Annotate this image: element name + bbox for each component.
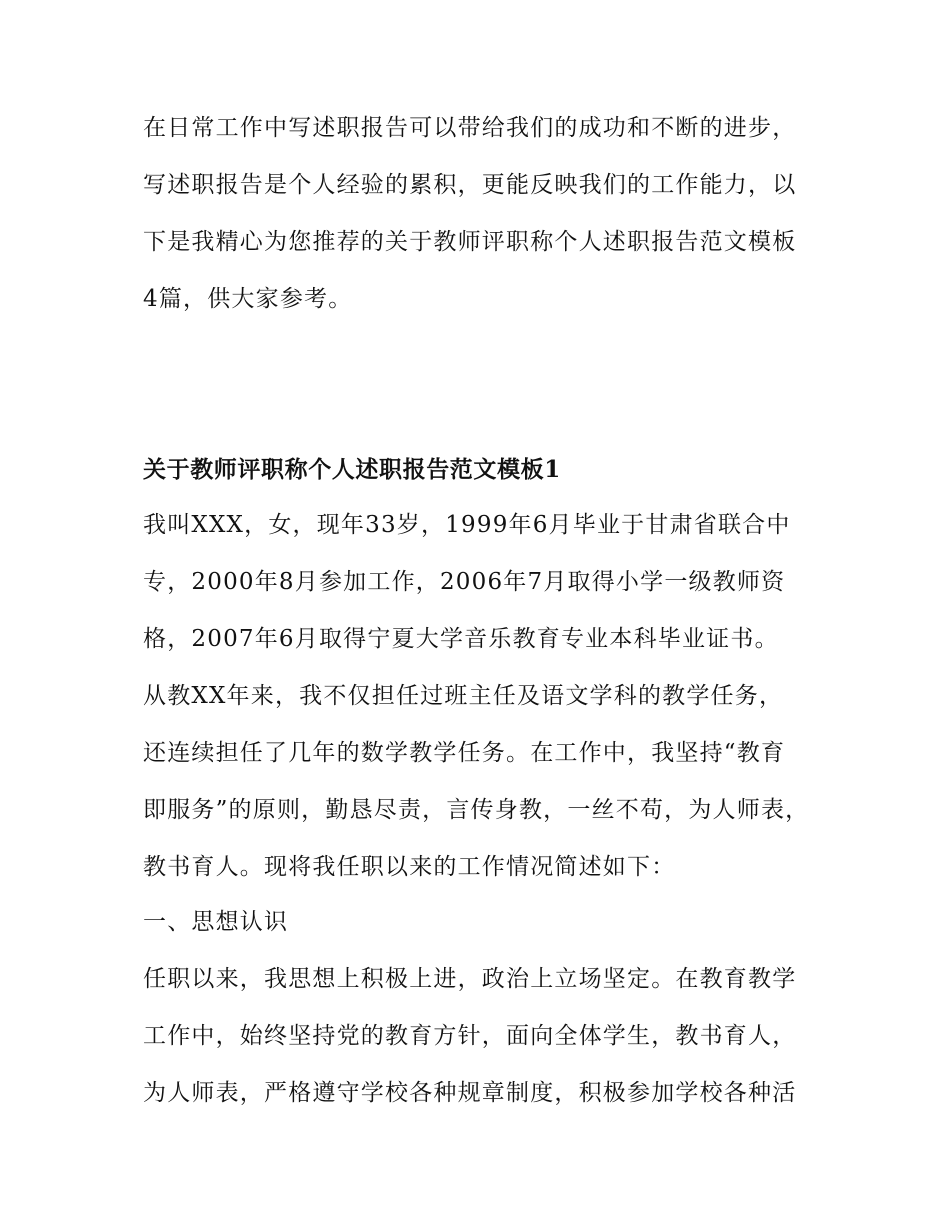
intro-line-4: 4篇，供大家参考。 <box>143 286 353 312</box>
paragraph1-line-1: 我叫XXX，女，现年33岁，1999年6月毕业于甘肃省联合中 <box>143 512 791 538</box>
paragraph2-line-1: 从教XX年来，我不仅担任过班主任及语文学科的教学任务， <box>143 683 784 709</box>
section-title: 关于教师评职称个人述职报告范文模板1 <box>143 456 561 483</box>
intro-line-3: 下是我精心为您推荐的关于教师评职称个人述职报告范文模板 <box>143 229 797 255</box>
paragraph3-line-1: 任职以来，我思想上积极上进，政治上立场坚定。在教育教学 <box>143 966 797 992</box>
paragraph2-line-3: 即服务”的原则，勤恳尽责，言传身教，一丝不苟，为人师表， <box>143 797 810 823</box>
paragraph2-line-2: 还连续担任了几年的数学教学任务。在工作中，我坚持“教育 <box>143 740 786 766</box>
paragraph2-line-4: 教书育人。现将我任职以来的工作情况简述如下： <box>143 854 676 880</box>
intro-line-1: 在日常工作中写述职报告可以带给我们的成功和不断的进步， <box>143 115 797 141</box>
paragraph3-line-2: 工作中，始终坚持党的教育方针，面向全体学生，教书育人， <box>143 1023 797 1049</box>
subheading-thought: 一、思想认识 <box>143 909 289 935</box>
paragraph3-line-3: 为人师表，严格遵守学校各种规章制度，积极参加学校各种活 <box>143 1080 797 1106</box>
intro-line-2: 写述职报告是个人经验的累积，更能反映我们的工作能力，以 <box>143 172 797 198</box>
paragraph1-line-2: 专，2000年8月参加工作，2006年7月取得小学一级教师资 <box>143 569 786 595</box>
paragraph1-line-3: 格，2007年6月取得宁夏大学音乐教育专业本科毕业证书。 <box>143 626 779 652</box>
